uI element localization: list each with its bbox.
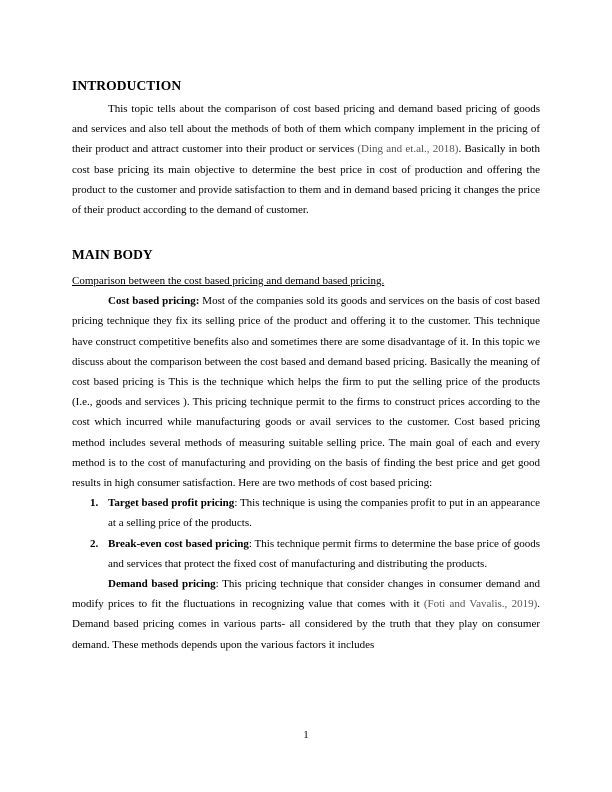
demand-based-text: : This pricing technique that consider changes in consumer demand and modify prices to fit the fluctuations in recognizing value that comes with it xyxy=(72,578,540,611)
list-item xyxy=(72,493,540,533)
introduction-citation: (Ding and et.al., 2018) xyxy=(357,143,459,156)
introduction-paragraph xyxy=(72,99,540,220)
demand-based-citation: (Foti and Vavalis., 2019) xyxy=(423,598,538,611)
list-item-text: : This technique permit firms to determine the base price of goods and services that protect the fixed cost of manufacturing and distributing the products. xyxy=(108,537,540,570)
demand-based-term: Demand based pricing xyxy=(108,578,216,591)
main-body-heading: MAIN BODY xyxy=(72,247,153,263)
list-item xyxy=(72,534,540,574)
list-item-text: : This technique is using the companies profit to put in an appearance at a selling price of the products. xyxy=(108,497,540,530)
comparison-subheading: Comparison between the cost based pricing and demand based pricing. xyxy=(72,275,385,288)
page-number: 1 xyxy=(303,729,309,741)
list-item-number: 2. xyxy=(90,537,99,550)
introduction-heading: INTRODUCTION xyxy=(72,78,182,93)
cost-based-term: Cost based pricing: xyxy=(108,295,200,308)
list-item-number: 1. xyxy=(90,497,99,510)
introduction-text-end: . Basically in both cost base pricing its main objective to determine the best price in cost of production and offering the product to the customer and provide satisfaction to them and in demand based pricing it changes the price of their product according to the demand of customer. xyxy=(72,143,540,217)
list-item-term: Target based profit pricing xyxy=(108,497,235,510)
demand-based-text-end: . Demand based pricing comes in various parts- all considered by the truth that they play on consumer demand. These methods depends upon the various factors it includes xyxy=(72,598,540,651)
cost-methods-list xyxy=(72,493,540,574)
demand-based-paragraph xyxy=(72,574,540,655)
cost-based-text: Most of the companies sold its goods and services on the basis of cost based pricing technique they fix its selling price of the product and offering it to the customer. This technique have construct competitive benefits also and sometimes there are some disadvantage of it. In this topic we discuss about the comparison between the cost based and demand based pricing. Basically the meaning of cost based pricing is This is the technique which helps the firm to put the selling price of the products (I.e., goods and services ). This pricing technique permit to the firms to construct prices according to the cost which incurred while manufacturing goods or avail services to the customer. Cost based pricing method includes several methods of measuring suitable selling price. The main goal of each and every method is to the cost of manufacturing and providing on the basis of finding the best price and get good results in high consumer satisfaction. Here are two methods of cost based pricing: xyxy=(72,295,540,490)
page-content xyxy=(72,77,540,655)
cost-based-paragraph xyxy=(72,291,540,493)
list-item-term: Break-even cost based pricing xyxy=(108,537,249,550)
introduction-text: This topic tells about the comparison of cost based pricing and demand based pricing of goods and services and also tell about the methods of both of them which company implement in the pricing of their product and attract customer into their product or services xyxy=(72,103,540,156)
